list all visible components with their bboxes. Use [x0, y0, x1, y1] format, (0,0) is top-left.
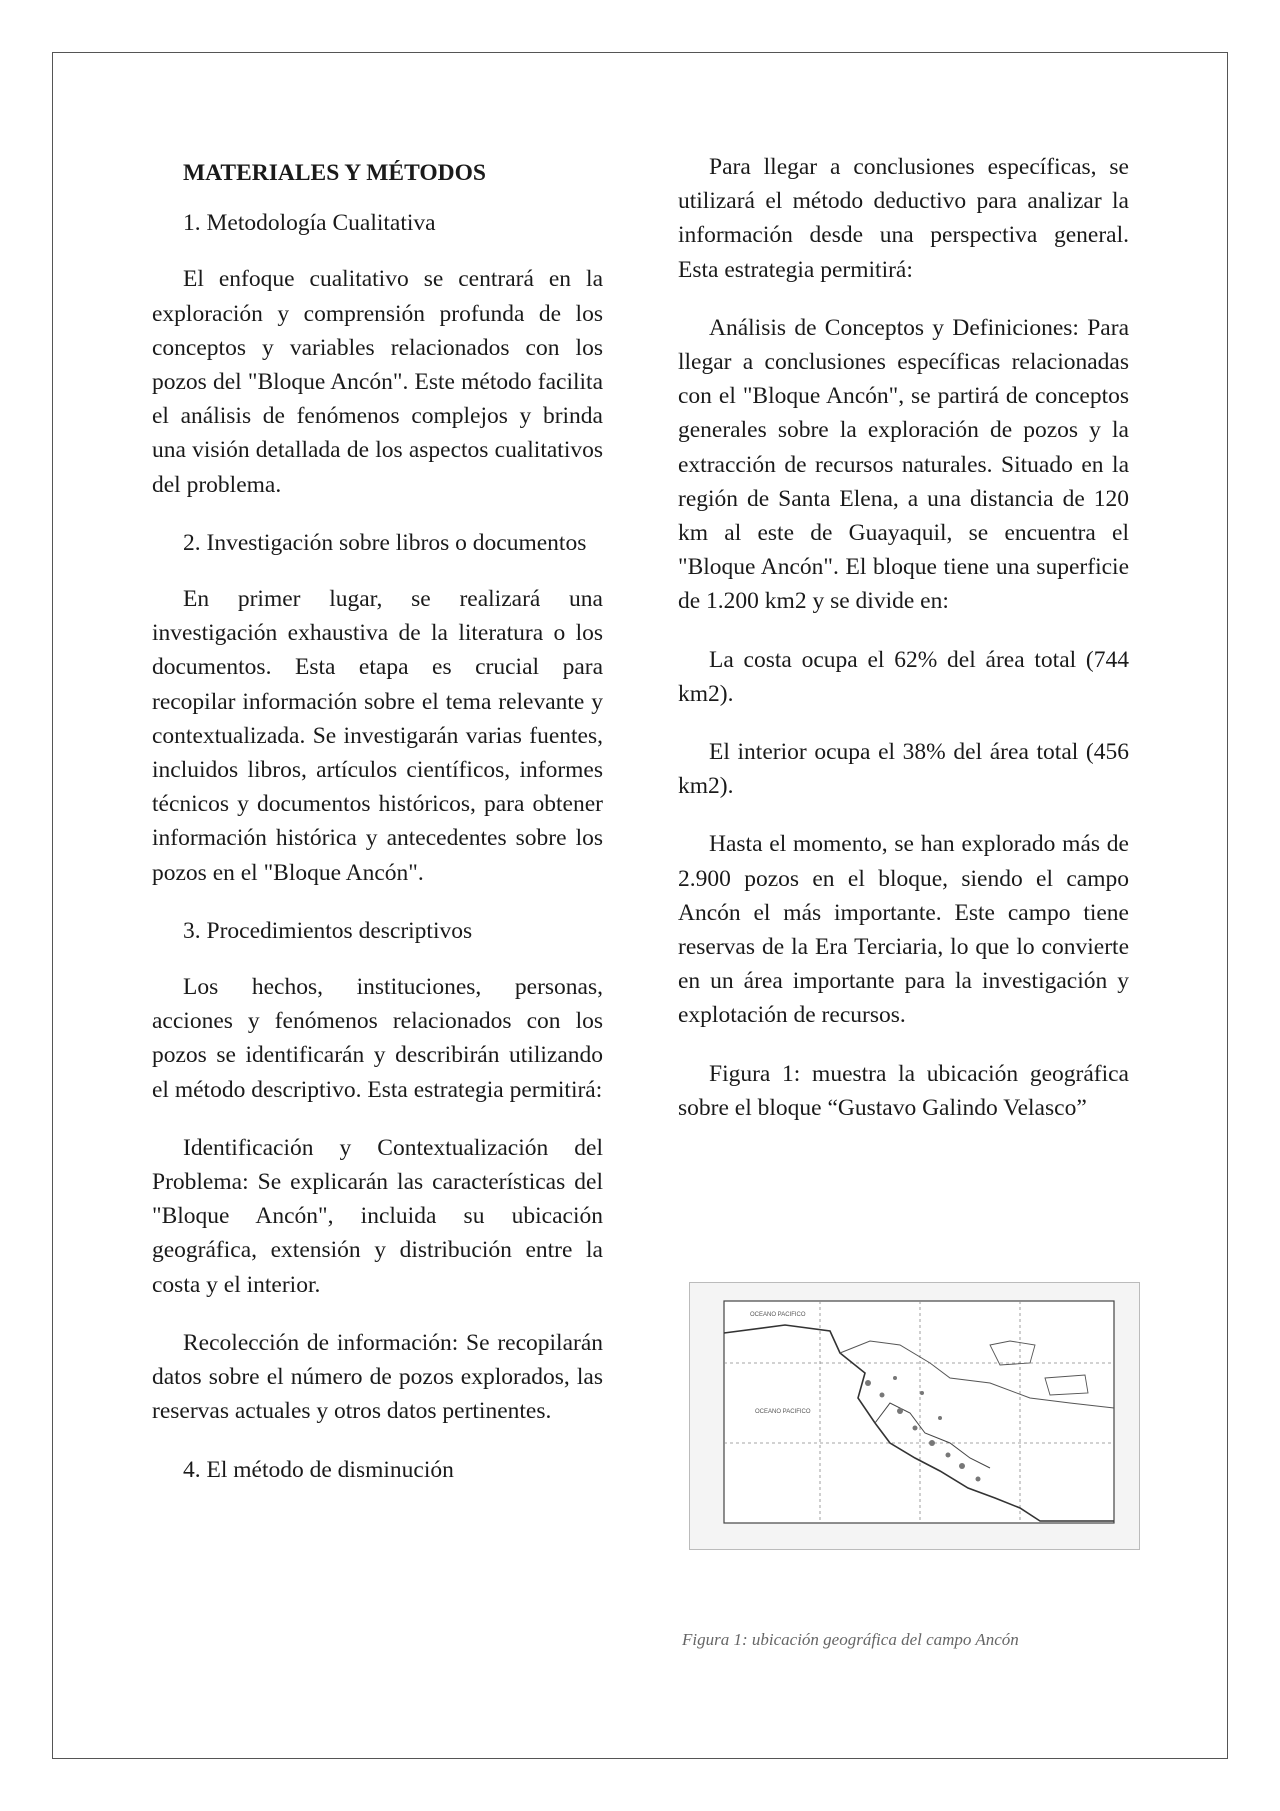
- subsection-title-2: 2. Investigación sobre libros o documentos: [183, 529, 587, 556]
- paragraph: Para llegar a conclusiones específicas, se utilizará el método deductivo para analizar la información desde una perspectiva general. Esta estrategia permitirá:: [678, 154, 1129, 283]
- paragraph: En primer lugar, se realizará una investigación exhaustiva de la literatura o los documentos. Esta etapa es crucial para recopilar información sobre el tema relevante y contextualizada. Se investigarán varias fuentes, incluidos libros, artículos científicos, informes técnicos y documentos históricos, para obtener información histórica y antecedentes sobre los pozos en el "Bloque Ancón".: [152, 586, 603, 886]
- map-label: OCEANO PACIFICO: [750, 1312, 806, 1318]
- paragraph: El enfoque cualitativo se centrará en la exploración y comprensión profunda de los conceptos y variables relacionados con los pozos del "Bloque Ancón". Este método facilita el análisis de fenómenos complejos y brinda una visión detallada de los aspectos cualitativos del problema.: [152, 266, 603, 498]
- subsection-title-4: 4. El método de disminución: [183, 1456, 454, 1483]
- figure-caption: Figura 1: ubicación geográfica del campo Ancón: [682, 1630, 1019, 1649]
- paragraph: Recolección de información: Se recopilarán datos sobre el número de pozos explorados, las reservas actuales y otros datos pertinentes.: [152, 1329, 603, 1425]
- map-image: [690, 1283, 1139, 1549]
- paragraph: Los hechos, instituciones, personas, acciones y fenómenos relacionados con los pozos se identificarán y describirán utilizando el método descriptivo. Esta estrategia permitirá:: [152, 974, 603, 1103]
- paragraph: Figura 1: muestra la ubicación geográfica sobre el bloque “Gustavo Galindo Velasco”: [678, 1060, 1129, 1121]
- subsection-title-3: 3. Procedimientos descriptivos: [183, 917, 473, 944]
- paragraph: El interior ocupa el 38% del área total (456 km2).: [678, 739, 1129, 800]
- map-figure: [689, 1282, 1140, 1550]
- paragraph: Análisis de Conceptos y Definiciones: Para llegar a conclusiones específicas relacionadas con el "Bloque Ancón", se partirá de conceptos generales sobre la exploración de pozos y la extracción de recursos naturales. Situado en la región de Santa Elena, a una distancia de 120 km al este de Guayaquil, se encuentra el "Bloque Ancón". El bloque tiene una superficie de 1.200 km2 y se divide en:: [678, 314, 1129, 615]
- paragraph: Identificación y Contextualización del Problema: Se explicarán las características del "Bloque Ancón", incluida su ubicación geográfica, extensión y distribución entre la costa y el interior.: [152, 1134, 603, 1298]
- paragraph: La costa ocupa el 62% del área total (744 km2).: [678, 646, 1129, 707]
- right-column: [678, 150, 1129, 1149]
- paragraph: Hasta el momento, se han explorado más de 2.900 pozos en el bloque, siendo el campo Ancón el más importante. Este campo tiene reservas de la Era Terciaria, lo que lo convierte en un área importante para la investigación y explotación de recursos.: [678, 831, 1129, 1029]
- map-label: OCEANO PACIFICO: [755, 1409, 811, 1415]
- left-column: [152, 156, 603, 1509]
- section-heading: MATERIALES Y MÉTODOS: [183, 160, 486, 186]
- subsection-title-1: 1. Metodología Cualitativa: [183, 210, 436, 237]
